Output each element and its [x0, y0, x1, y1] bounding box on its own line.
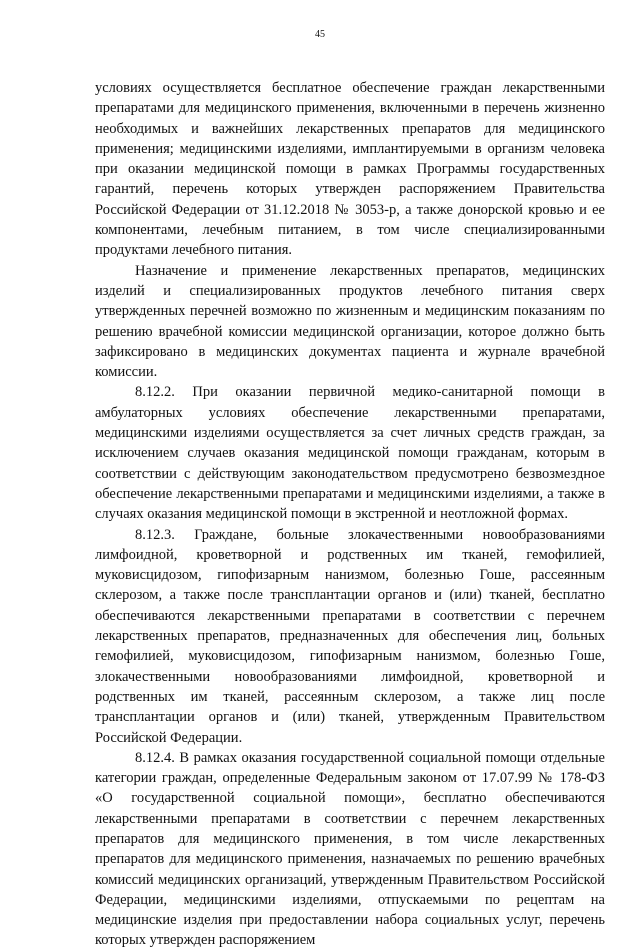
paragraph-8-12-3: 8.12.3. Граждане, больные злокачественными новообразованиями лимфоидной, кроветворной и родственных им тканей, гемофилией, муковисцидозом, гипофизарным нанизмом, болезнью Гоше, рассеянным склерозом, а также после трансплантации органов и (или) тканей, бесплатно обеспечиваются лекарственными препаратами в соответствии с перечнем лекарственных препаратов, предназначенных для обеспечения лиц, больных гемофилией, муковисцидозом, гипофизарным нанизмом, болезнью Гоше, злокачественными новообразованиями лимфоидной, кроветворной и родственных им тканей, рассеянным склерозом, а также лиц после трансплантации органов и (или) тканей, утвержденным Правительством Российской Федерации. [95, 526, 605, 746]
paragraph-continuation: условиях осуществляется бесплатное обеспечение граждан лекарственными препаратами для медицинского применения, включенными в перечень жизненно необходимых и важнейших лекарственных препаратов для медицинского применения; медицинскими изделиями, имплантируемыми в организм человека при оказании медицинской помощи в рамках Программы государственных гарантий, перечень которых утвержден распоряжением Правительства Российской Федерации от 31.12.2018 № 3053-р, а также донорской кровью и ее компонентами, лечебным питанием, в том числе специализированными продуктами лечебного питания. [95, 80, 605, 259]
paragraph-8-12-2: 8.12.2. При оказании первичной медико-санитарной помощи в амбулаторных условиях обеспечение лекарственными препаратами, медицинскими изделиями осуществляется за счет личных средств граждан, за исключением случаев оказания медицинской помощи гражданам, которым в соответствии с действующим законодательством предусмотрено безвозмездное обеспечение лекарственными препаратами и медицинскими изделиями, а также в случаях оказания медицинской помощи в экстренной и неотложной формах. [95, 384, 605, 523]
body-text [95, 78, 605, 951]
page-number: 45 [315, 29, 325, 40]
paragraph-8-12-4: 8.12.4. В рамках оказания государственной социальной помощи отдельные категории граждан, определенные Федеральным законом от 17.07.99 № 178-ФЗ «О государственной социальной помощи», бесплатно обеспечиваются лекарственными препаратами в соответствии с перечнем лекарственных препаратов для медицинского применения, в том числе лекарственных препаратов для медицинского применения, назначаемых по решению врачебных комиссий медицинских организаций, утвержденным Правительством Российской Федерации, медицинскими изделиями, отпускаемыми по рецептам на медицинские изделия при предоставлении набора социальных услуг, перечень которых утвержден распоряжением [95, 749, 605, 949]
paragraph-prescription-beyond-lists: Назначение и применение лекарственных препаратов, медицинских изделий и специализированных продуктов лечебного питания сверх утвержденных перечней возможно по жизненным и медицинским показаниям по решению врачебной комиссии медицинской организации, которое должно быть зафиксировано в медицинских документах пациента и журнале врачебной комиссии. [95, 262, 605, 381]
